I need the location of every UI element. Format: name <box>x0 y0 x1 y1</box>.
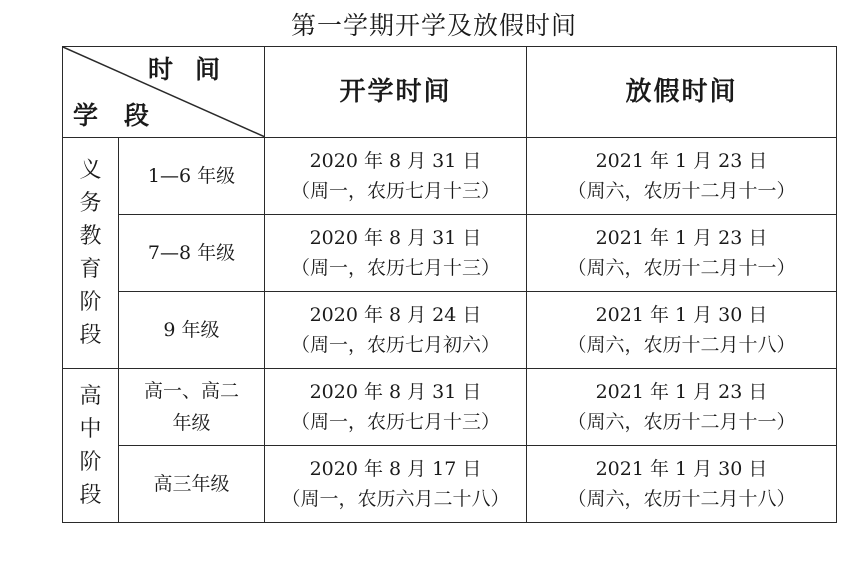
table-row <box>63 138 837 215</box>
end-date-cell: 2021 年 1 月 23 日 （周六，农历十二月十一） <box>527 215 837 292</box>
end-date-cell: 2021 年 1 月 30 日 （周六，农历十二月十八） <box>527 446 837 523</box>
header-row <box>63 47 837 138</box>
page-title: 第一学期开学及放假时间 <box>290 11 577 40</box>
start-date-cell: 2020 年 8 月 31 日 （周一，农历七月十三） <box>265 138 527 215</box>
grade-cell: 9 年级 <box>119 292 265 369</box>
group-label-compulsory: 义 务 教 育 阶 段 <box>63 138 119 369</box>
table-row <box>63 446 837 523</box>
table-row <box>63 369 837 446</box>
start-date-cell: 2020 年 8 月 17 日 （周一，农历六月二十八） <box>265 446 527 523</box>
end-date-cell: 2021 年 1 月 23 日 （周六，农历十二月十一） <box>527 369 837 446</box>
corner-label-time: 时间 <box>147 55 242 84</box>
end-time-header: 放假时间 <box>527 47 837 138</box>
grade-cell: 高三年级 <box>119 446 265 523</box>
start-date-cell: 2020 年 8 月 24 日 （周一，农历七月初六） <box>265 292 527 369</box>
end-date-cell: 2021 年 1 月 30 日 （周六，农历十二月十八） <box>527 292 837 369</box>
schedule-table <box>62 46 837 523</box>
grade-cell: 7—8 年级 <box>119 215 265 292</box>
corner-label-stage: 学段 <box>73 101 176 130</box>
group-label-high-school: 高 中 阶 段 <box>63 369 119 523</box>
corner-header-cell <box>63 47 265 138</box>
end-date-cell: 2021 年 1 月 23 日 （周六，农历十二月十一） <box>527 138 837 215</box>
start-date-cell: 2020 年 8 月 31 日 （周一，农历七月十三） <box>265 215 527 292</box>
start-date-cell: 2020 年 8 月 31 日 （周一，农历七月十三） <box>265 369 527 446</box>
start-time-header: 开学时间 <box>265 47 527 138</box>
table-row <box>63 215 837 292</box>
grade-cell: 高一、高二 年级 <box>119 369 265 446</box>
table-row <box>63 292 837 369</box>
grade-cell: 1—6 年级 <box>119 138 265 215</box>
